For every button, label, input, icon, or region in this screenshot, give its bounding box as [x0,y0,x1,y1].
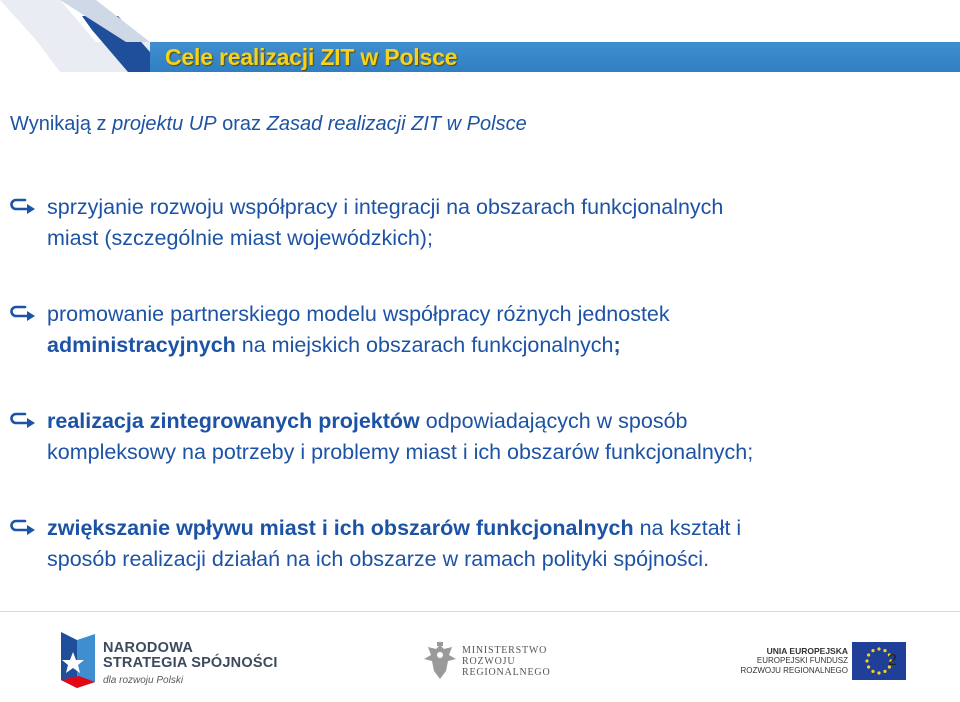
header-decoration [0,0,160,80]
bullet-2-end: ; [613,333,621,357]
bullet-3-line-2: kompleksowy na potrzeby i problemy miast i ich obszarów funkcjonalnych; [47,440,754,464]
bullet-2-rest: na miejskich obszarach funkcjonalnych [235,333,614,357]
eu-line-3: ROZWOJU REGIONALNEGO [740,666,848,675]
subtitle [10,113,527,136]
bullet-4-line-1 [47,513,955,544]
curved-arrow-right-icon [10,196,36,218]
nss-logo-text [103,641,278,688]
white-eagle-emblem-icon [422,641,458,683]
ministry-line-1: MINISTERSTWO [462,645,548,656]
ministry-text [462,645,550,678]
bullet-2-line-1: promowanie partnerskiego modelu współpracy różnych jednostek [47,302,670,326]
curved-arrow-right-icon [10,303,36,325]
slide-title: Cele realizacji ZIT w Polsce [165,44,458,70]
ministry-line-3: REGIONALNEGO [462,667,551,678]
subtitle-emph-zasady: Zasad realizacji ZIT w Polsce [266,113,527,135]
curved-arrow-right-icon [10,517,36,539]
footer-divider [0,611,960,612]
bullet-4-bold: zwiększanie wpływu miast i ich obszarów funkcjonalnych [47,516,634,540]
bullet-3-rest: odpowiadających w sposób [419,409,688,433]
nss-line-2: STRATEGIA SPÓJNOŚCI [103,655,278,671]
bullet-3-bold: realizacja zintegrowanych projektów [47,409,420,433]
bullet-2-bold: administracyjnych [47,333,236,357]
page-number: 2 [888,652,897,669]
bullet-item-1 [10,192,955,254]
nss-line-3: dla rozwoju Polski [103,675,184,686]
nss-line-1: NARODOWA [103,640,194,656]
bullet-1-line-2: miast (szczególnie miast wojewódzkich); [47,226,433,250]
bullet-item-4 [10,513,955,575]
curved-arrow-right-icon [10,410,36,432]
subtitle-text: Wynikają z [10,113,113,135]
ministry-line-2: ROZWOJU [462,656,516,667]
bullet-2-line-2 [47,330,955,361]
bullet-4-line-2: sposób realizacji działań na ich obszarze w ramach polityki spójności. [47,547,710,571]
bullet-item-3 [10,406,955,468]
bullet-1-line-1: sprzyjanie rozwoju współpracy i integracji na obszarach funkcjonalnych [47,195,724,219]
eu-text [740,646,848,676]
bullet-list [10,192,955,575]
eu-flag-icon [852,642,906,680]
subtitle-emph-up: projektu UP [112,113,217,135]
subtitle-text-oraz: oraz [216,113,267,135]
bullet-item-2 [10,299,955,361]
eu-line-1: UNIA EUROPEJSKA [766,646,848,656]
eu-line-2: EUROPEJSKI FUNDUSZ [756,656,848,665]
bullet-4-rest: na kształt i [633,516,742,540]
nss-star-logo-icon [55,630,101,690]
bullet-3-line-1 [47,406,955,437]
